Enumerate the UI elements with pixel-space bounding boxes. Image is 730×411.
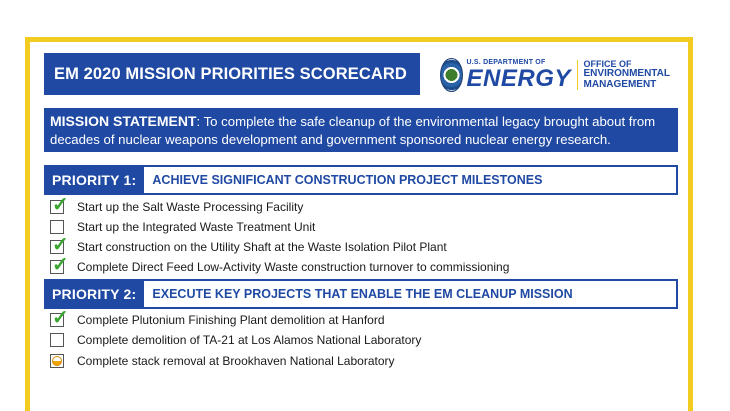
list-item-label: Complete demolition of TA-21 at Los Alamos National Laboratory: [77, 333, 422, 347]
checkmark-icon: ✓: [52, 194, 69, 216]
checkbox-complete: [50, 194, 69, 216]
list-item: [50, 218, 315, 236]
checkmark-icon: ✓: [52, 254, 69, 276]
mission-statement-text: : To complete the safe cleanup of the environmental legacy brought about from decades of nuclear weapons development and government sponsored nuclear energy research.: [50, 114, 656, 147]
scorecard-title: EM 2020 MISSION PRIORITIES SCORECARD: [44, 53, 420, 95]
logo-office-line3: MANAGEMENT: [583, 78, 657, 90]
half-circle-progress-icon: [52, 356, 62, 366]
mission-statement-label: MISSION STATEMENT: [50, 113, 197, 129]
checkmark-icon: ✓: [52, 307, 69, 329]
logo-office-line2: ENVIRONMENTAL: [583, 68, 670, 80]
priority-2-number: PRIORITY 2:: [46, 281, 144, 307]
list-item-label: Start up the Salt Waste Processing Facility: [77, 200, 304, 214]
list-item: [50, 307, 385, 329]
checkbox-complete: [50, 307, 69, 329]
mission-statement: [44, 108, 678, 152]
list-item-label: Start up the Integrated Waste Treatment Unit: [77, 220, 316, 234]
checkbox-complete: [50, 254, 69, 276]
checkmark-icon: ✓: [52, 234, 69, 256]
priority-1-number: PRIORITY 1:: [46, 167, 144, 193]
logo-divider: [577, 60, 578, 90]
list-item-label: Complete stack removal at Brookhaven National Laboratory: [77, 354, 395, 368]
list-item: [50, 352, 395, 370]
doe-seal-icon: [440, 58, 463, 92]
list-item-label: Start construction on the Utility Shaft at the Waste Isolation Pilot Plant: [77, 240, 447, 254]
checkbox-in-progress: [50, 354, 64, 368]
priority-1-header: [44, 165, 678, 195]
doe-em-logo: [440, 55, 670, 95]
list-item-label: Complete Plutonium Finishing Plant demolition at Hanford: [77, 313, 385, 327]
logo-energy-wordmark: ENERGY: [466, 65, 571, 92]
checkbox-complete: [50, 234, 69, 256]
list-item-label: Complete Direct Feed Low-Activity Waste construction turnover to commissioning: [77, 260, 510, 274]
priority-1-title: ACHIEVE SIGNIFICANT CONSTRUCTION PROJECT MILESTONES: [152, 173, 543, 187]
checkbox-empty: [50, 333, 64, 347]
priority-2-header: [44, 279, 678, 309]
checkbox-empty: [50, 220, 64, 234]
list-item: [50, 254, 510, 276]
list-item: [50, 331, 421, 349]
list-item: [50, 194, 304, 216]
priority-2-title: EXECUTE KEY PROJECTS THAT ENABLE THE EM CLEANUP MISSION: [152, 287, 573, 301]
logo-department-label: U.S. DEPARTMENT OF: [466, 59, 546, 66]
logo-office-line1: OFFICE OF: [583, 58, 632, 69]
list-item: [50, 234, 447, 256]
